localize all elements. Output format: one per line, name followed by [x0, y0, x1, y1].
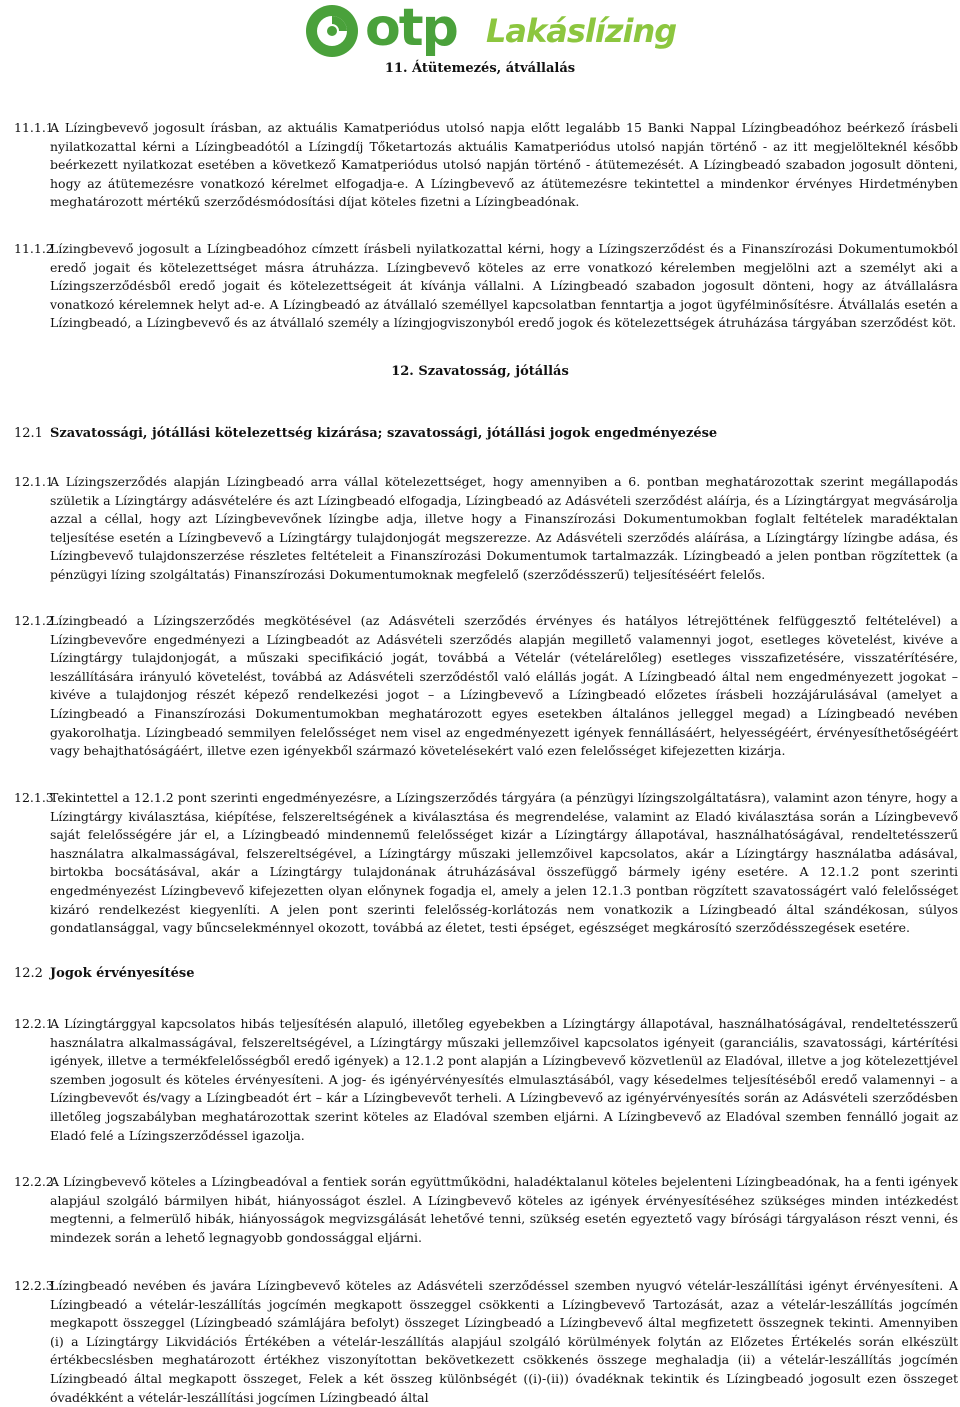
- paragraph-text: A Lízingbevevő jogosult írásban, az aktuális Kamatperiódus utolsó napja előtt legalább 15 Banki Nappal Lízingbeadóhoz beérkező írásbeli nyilatkozattal kérni a Lízingbeadótól a Lízingdíj Tőketartozás aktuális Kamatperiódus utolsó napján történő - az itt megjelölteknél később beérkezett nyilatkozat esetében a következő Kamatperiódus utolsó napján történő - átütemezését. A Lízingbeadó szabadon jogosult dönteni, hogy az átütemezésre vonatkozó kérelmet elfogadja-e. A Lízingbevevő az átütemezésre tekintettel a mindenkor érvényes Hirdetményben meghatározott mértékű szerződésmódosítási díjat köteles fizetni a Lízingbeadónak.: [50, 120, 958, 210]
- paragraph-text: Tekintettel a 12.1.2 pont szerinti engedményezésre, a Lízingszerződés tárgyára (a pénzügyi lízingszolgáltatásra), valamint azon tényre, hogy a Lízingtárgy kiválasztása, kiépítése, felszereltségének a kiválasztása és megrendelése, valamint az Eladó kiválasztása során a Lízingbevevő saját felelősségére jár el, a Lízingbeadó mindennemű felelősséget kizár a Lízingtárgy állapotával, használhatóságával, rendeltetésszerű használatra alkalmasságával, felszereltségével, a Lízingtárgy műszaki jellemzőivel kapcsolatos, akár a Lízingtárgy használatba adásával, birtokba bocsátásával, akár a Lízingtárgy tulajdonának átruházásával összefüggő bármely igény esetére. A 12.1.2 pont szerinti engedményezést Lízingbevevő kifejezetten olyan előnynek fogadja el, amely a jelen 12.1.3 pontban rögzített szavatosságért való felelősséget kizáró rendelkezést kiegyenlíti. A jelen pont szerinti felelősség-korlátozás nem vonatkozik a Lízingbeadó által szándékosan, súlyos gondatlansággal, vagy bűncselekménnyel okozott, továbbá az életet, testi épséget, egészséget megkárosító szerződésszegések esetére.: [50, 790, 958, 936]
- paragraph-text: A Lízingszerződés alapján Lízingbeadó arra vállal kötelezettséget, hogy amennyiben a 6. pontban meghatározottak szerint megállapodás születik a Lízingtárgy adásvételére és azt Lízingbeadó elfogadja, Lízingbeadó az Adásvételi szerződést aláírja, és a Lízingtárgyat megvásárolja azzal a céllal, hogy azt Lízingbevevőnek lízingbe adja, illetve hogy a Finanszírozási Dokumentumokban foglalt feltételek maradéktalan teljesítése esetén a Lízingbevevő a Lízingtárgy tulajdonjogát megszerezze. Az Adásvételi szerződés aláírása, a Lízingtárgy lízingbe adása, és Lízingbevevő tulajdonszerzése részletes feltételeit a Finanszírozási Dokumentumok tartalmazzák. Lízingbeadó a jelen pontban rögzítettek (a pénzügyi lízing szolgáltatás) Finanszírozási Dokumentumoknak megfelelő (szerződésszerű) teljesítéséért felelős.: [50, 474, 958, 582]
- paragraph-text: Lízingbeadó a Lízingszerződés megkötésével (az Adásvételi szerződés érvényes és hatályos létrejöttének felfüggesztő feltételével) a Lízingbevevőre engedményezi a Lízingbeadót az Adásvételi szerződés alapján megillető valamennyi jogot, esetleges követelést, kivéve a Lízingtárgy tulajdonjogát, a műszaki specifikáció jogát, továbbá a Vételár (vételárelőleg) esetleges visszafizetésére, visszatérítésére, leszállítására irányuló követelést, továbbá az Adásvételi szerződéstől való elállás jogát. A Lízingbeadó által nem engedményezett jogokat – kivéve a tulajdonjog részét képező rendelkezési jogot – a Lízingbevevő a Lízingbeadó előzetes írásbeli hozzájárulásával (amelyet a Lízingbeadó a Finanszírozási Dokumentumokban meghatározott egyes esetekben általános jelleggel megad) a Lízingbeadó nevében gyakorolhatja. Lízingbeadó semmilyen felelősséget nem visel az engedményezett igények fennállásáért, helyességéért, érvényesíthetőségéért vagy behajthatóságáért, illetve ezen igényekből származó követelésekért való ezen felelősséget kifejezetten kizárja.: [50, 613, 958, 759]
- paragraph-text: Lízingbeadó nevében és javára Lízingbevevő köteles az Adásvételi szerződéssel szemben nyugvó vételár-leszállítási igényt érvényesíteni. A Lízingbeadó a vételár-leszállítás jogcímén megkapott összeggel csökkenti a Lízingbevevő Tartozását, azaz a vételár-leszállítás jogcímén megkapott összeggel (Lízingbeadó számlájára befolyt) összeget Lízingbeadó a Lízingbevevő által megfizetett összegnek tekinti. Amennyiben (i) a Lízingtárgy Likvidációs Értékében a vételár-leszállítás alapjául szolgáló körülmények folytán az Előzetes Értékelés során elkészült értékbecslésben meghatározott értékhez viszonyítottan bekövetkezett csökkenés összege meghaladja (ii) a vételár-leszállítás jogcímén Lízingbeadó által megkapott összeget, Felek a két összeg különbségét ((i)-(ii)) óvadéknak tekintik és Lízingbeadó jogosult ezen összeget óvadékként a vételár-leszállítási jogcímen Lízingbeadó által: [50, 1278, 958, 1405]
- paragraph-text: A Lízingbevevő köteles a Lízingbeadóval a fentiek során együttműködni, haladéktalanul köteles bejelenteni Lízingbeadónak, ha a fenti igények alapjául szolgáló bármilyen hibát, hiányosságot észlel. A Lízingbevevő köteles az igények érvényesítéséhez szükséges minden intézkedést megtenni, a felmerülő hibák, hiányosságok megvizsgálását lehetővé tenni, szükség esetén egyeztető vagy bírósági tárgyaláson részt venni, és mindezek során a lehető legnagyobb gondossággal eljárni.: [50, 1174, 958, 1245]
- paragraph-12-2-2: [14, 1173, 958, 1247]
- logo-brand-text: otp: [365, 0, 457, 58]
- paragraph-12-2-1: [14, 1015, 958, 1145]
- paragraph-11-1-1: [14, 119, 958, 212]
- subsection-heading-12-1: [14, 425, 958, 443]
- otp-lakaslizing-logo: [303, 0, 677, 60]
- paragraph-number: 11.1.2: [14, 241, 54, 256]
- subsection-heading-12-2: [14, 965, 958, 983]
- paragraph-11-1-2: [14, 240, 958, 333]
- paragraph-number: 12.1.1: [14, 474, 54, 489]
- heading-text: Jogok érvényesítése: [50, 966, 195, 981]
- heading-number: 12.2: [14, 966, 43, 981]
- paragraph-12-2-3: [14, 1277, 958, 1407]
- heading-number: 12.1: [14, 426, 43, 441]
- section-title-12: 12. Szavatosság, jótállás: [391, 364, 569, 379]
- paragraph-number: 12.2.3: [14, 1278, 54, 1293]
- paragraph-12-1-3: [14, 789, 958, 938]
- logo-product-text: Lakáslízing: [486, 12, 677, 50]
- paragraph-12-1-1: [14, 473, 958, 585]
- otp-swirl-icon: [303, 2, 361, 60]
- paragraph-text: A Lízingtárggyal kapcsolatos hibás teljesítésén alapuló, illetőleg egyebekben a Lízingtárgy állapotával, használhatóságával, rendeltetésszerű használatra alkalmasságával, felszereltségével, a Lízingtárgy műszaki jellemzőivel kapcsolatos igényeit (garanciális, szavatossági, kártérítési igények, illetve a termékfelelősségből eredő igények) a 12.1.2 pont alapján a Lízingbevevő közvetlenül az Eladóval, illetve a jog kötelezettjével szemben jogosult és köteles érvényesíteni. A jog- és igényérvényesítés elmulasztásából, vagy késedelmes teljesítéséből eredő valamennyi – a Lízingbevevőt és/vagy a Lízingbeadót ért – kár a Lízingbevevőt terheli. A Lízingbevevő az igényérvényesítés során az Adásvételi szerződésben illetőleg jogszabályban meghatározottak szerint köteles az Eladóval szemben eljárni. A Lízingbevevő az Eladóval szemben fennálló jogait az Eladó felé a Lízingszerződéssel igazolja.: [50, 1016, 958, 1143]
- paragraph-12-1-2: [14, 612, 958, 761]
- heading-text: Szavatossági, jótállási kötelezettség kizárása; szavatossági, jótállási jogok engedményezése: [50, 426, 718, 441]
- section-title-11: 11. Átütemezés, átvállalás: [384, 61, 576, 76]
- paragraph-text: Lízingbevevő jogosult a Lízingbeadóhoz címzett írásbeli nyilatkozattal kérni, hogy a Lízingszerződést és a Finanszírozási Dokumentumokból eredő jogait és kötelezettséget másra átruházza. Lízingbevevő köteles az erre vonatkozó kérelemben megjelölni azt a személyt aki a Lízingszerződésből eredő jogait és kötelezettségeit át kívánja vállalni. A Lízingbeadó szabadon jogosult dönteni, hogy az átvállalásra vonatkozó kérelemnek helyt ad-e. A Lízingbeadó az átvállaló személlyel kapcsolatban fenntartja a jogot ügyfélminősítésre. Átvállalás esetén a Lízingbeadó, a Lízingbevevő és az átvállaló személy a lízingjogviszonyból eredő jogok és kötelezettségek átruházása tárgyában szerződést köt.: [50, 241, 958, 331]
- paragraph-number: 12.2.1: [14, 1016, 54, 1031]
- paragraph-number: 12.1.2: [14, 613, 54, 628]
- paragraph-number: 12.2.2: [14, 1174, 54, 1189]
- paragraph-number: 12.1.3: [14, 790, 54, 805]
- paragraph-number: 11.1.1: [14, 120, 54, 135]
